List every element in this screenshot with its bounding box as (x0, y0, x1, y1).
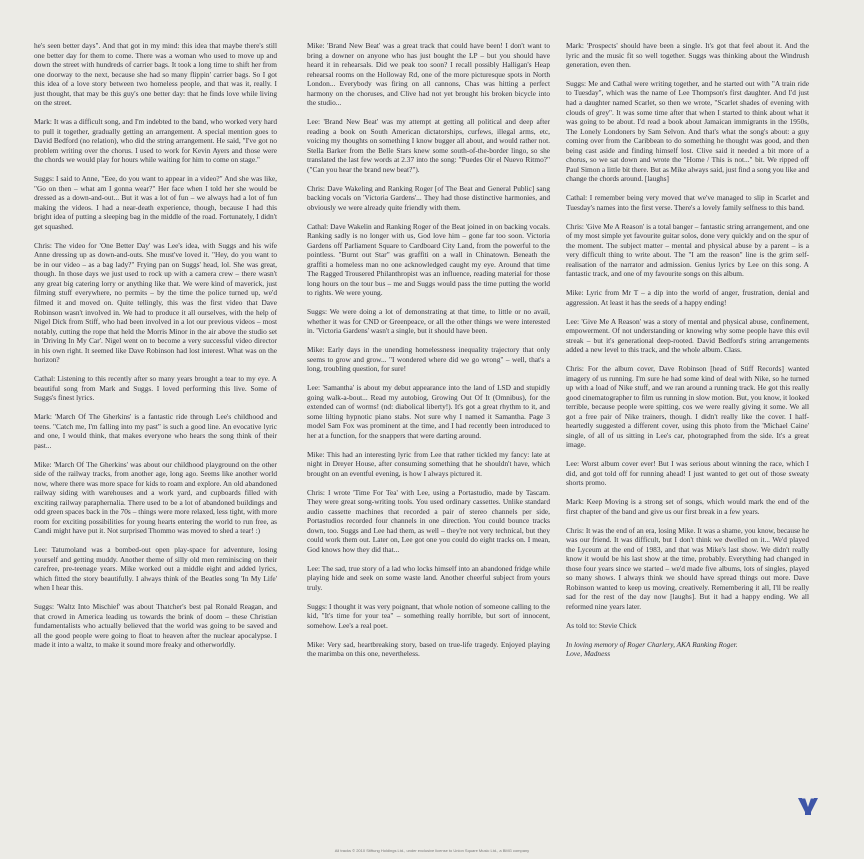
paragraph: Lee: The sad, true story of a lad who locks himself into an abandoned fridge while playing hide and seek on some waste land. Another cheerful subject from yours truly. (307, 563, 550, 592)
text-column-2 (307, 41, 550, 668)
paragraph: Lee: 'Give Me A Reason' was a story of mental and physical abuse, confinement, empowerment. Of not understanding or knowing why some people have this evil streak – but it's generational deep-rooted. David Bedford's string arrangements added a new level to this track, and the whole album. Class. (566, 316, 809, 355)
paragraph: Lee: 'Samantha' is about my debut appearance into the land of LSD and stupidly going walk-a-bout... Read my autobiog, Growing Out Of It (Omnibus), for the extended can of worms! (nd: diabolical liberty!). It's got a great rhythm to it, and some lilting hypnotic piano stabs. Not sure why I named it Samantha. Page 3 model Sam Fox was prominent at the time, and I had recently been introduced to her at a function, for the snappers that were darting around. (307, 383, 550, 440)
paragraph: Mike: Lyric from Mr T – a dip into the world of anger, frustration, denial and aggression. At least it has the seeds of a happy ending! (566, 288, 809, 307)
paragraph: Mike: Very sad, heartbreaking story, based on true-life tragedy. Enjoyed playing the marimba on this one, nevertheless. (307, 639, 550, 659)
text-column-1 (34, 41, 277, 659)
paragraph: Chris: 'Give Me A Reason' is a total banger – fantastic string arrangement, and one of my most simple yet favourite guitar solos, done very quickly and on the spur of the moment. The subject matter – mental and physical abuse by a parent – is a very difficult thing to write about. The "I am the reason" line is the grim self-realisation of the narrator and admission. Genius lyrics by Lee on this song. A fantastic track, and one of my favourite songs on this album. (566, 221, 809, 279)
paragraph: Chris: I wrote 'Time For Tea' with Lee, using a Portastudio, made by Tascam. They were great song-writing tools. You used ordinary cassettes. Unlike standard audio cassette machines that recorded a pair of stereo channels per side, Portastudios recorded four channels in one direction. You could bounce tracks down, too. Suggs and Lee had them, as well – they're not very technical, but they could work them out. Later on, Lee got one you could do eight tracks on. I mean, God knows how they did that... (307, 487, 550, 554)
paragraph: Lee: 'Brand New Beat' was my attempt at getting all political and deep after reading a book on South American dictatorships, curfews, illegal arms, etc, voicing my thoughts on something I know bugger all about, and would rather not. Stella Barker from the Belle Stars knew some south-of-the-border lingo, so she translated the last few words at 2.37 into the song: "Puedes Oir el Nuevo Ritmo?" ("Can you hear the brand new beat?"). (307, 117, 550, 174)
paragraph: Suggs: I said to Anne, "Eee, do you want to appear in a video?" And she was like, "Go on then – what am I gonna wear?" Her face when I told her she would be dressed as a down-and-out... But it was a lot of fun – we always had a lot of fun making the videos. I had a near-death experience, though, because I had this bright idea of putting a sleeping bag in the middle of the road. Fortunately, I didn't get squashed. (34, 174, 277, 231)
credit-line: As told to: Stevie Chick (566, 620, 637, 630)
paragraph: Cathal: Dave Wakelin and Ranking Roger of the Beat joined in on backing vocals. Ranking sadly is no longer with us, God love him – gone far too soon. Victoria Gardens off Parliament Square to Cardboard City Land, from the powerful to the pointless. "Burnt out Star" was graffiti on a wall in Chinatown. Beneath the graffiti a homeless man no one acknowledged caught my eye. Around that time The Ragged Trousered Philanthropist was an influence, reading material for those long hours on the tour bus – me and Suggs would pass the time putting the world to rights. We were young. (307, 221, 550, 298)
paragraph: Chris: It was the end of an era, losing Mike. It was a shame, you know, because he was our friend. It was difficult, but I don't think we dwelled on it... We'd played the Lyceum at the end of 1983, and that was Mike's last show. We didn't really know it would be his last show at the time, probably. Everything had changed in those four years since we started – we'd made five albums, lots of singles, played so many shows. I always think we should have spread things out more. Dave Robinson wanted to keep us moving, creatively. Remembering it all, I'll be really sad for the rest of the day now [laughs]. But it had a happy ending. We all reformed nine years later. (566, 525, 809, 612)
memorial-line: In loving memory of Roger Charlery, AKA Ranking Roger. (566, 639, 738, 649)
paragraph: Lee: Tatumoland was a bombed-out open play-space for adventure, losing yourself and getting muddy. Another theme of silly old men reminiscing on their carefree, pre-teenage years. Mike worked out a middle eight and added lyrics, which fitted the story beautifully. I always think of the Beatles song 'In My Life' when I hear this. (34, 545, 277, 593)
paragraph: Mike: 'Brand New Beat' was a great track that could have been! I don't want to bring a downer on anyone who has just bought the LP – but you should have heard it in rehearsals. Did we peak too soon? I recall possibly Halligan's Heap rehearsal rooms on the Holloway Rd, one of the more picturesque spots in North London... Everybody was firing on all cannons, Chas was hitting a perfect harmony on the choruses, and Clive had not yet brought his broken bicycle into the studio... (307, 41, 550, 108)
paragraph: Chris: For the album cover, Dave Robinson [head of Stiff Records] wanted imagery of us running. I'm sure he had some kind of deal with Nike, so he turned up with a load of Nike stuff, and we ran around a running track. He got this really good cinematographer to film us running in slow motion. But, you know, it looked terrible, because people were spitting, cos we were really giving it some. We all got a free pair of Nike trainers, though. I didn't really like the cover. I half-heartedly suggested a different cover, using this photo from the 'Michael Caine' single, of all of us sitting in Lee's car, photographed from the side. It's a great image. (566, 364, 809, 450)
signoff-line: Love, Madness (566, 649, 611, 659)
paragraph: Chris: Dave Wakeling and Ranking Roger [of The Beat and General Public] sang backing vocals on 'Victoria Gardens'... They had those distinctive harmonies, and obviously we were already quite friendly with them. (307, 183, 550, 212)
paragraph: Suggs: We were doing a lot of demonstrating at that time, to little or no avail, whether it was for CND or Greenpeace, or all the other things we were interested in. 'Victoria Gardens' wasn't a single, but it should have been. (307, 307, 550, 336)
copyright-footer: All tracks © 2010 Stiftung Holdings Ltd., under exclusive license to Union Square Music Ltd., a BMG company (334, 848, 530, 853)
v-logo-icon (797, 796, 819, 816)
paragraph: Cathal: Listening to this recently after so many years brought a tear to my eye. A beautiful song from Mark and Suggs. I loved performing this live. Some of Suggs's finest lyrics. (34, 374, 277, 403)
paragraph: Suggs: 'Waltz Into Mischief' was about Thatcher's best pal Ronald Reagan, and that crowd in America leading us towards the brink of doom – these Christian fundamentalists who actually believed that the world was going to be saved and all the good people were going to float to heaven after the nuclear apocalypse. I made it into a waltz, to make it sound more freaky and otherworldly. (34, 602, 277, 650)
text-column-3 (566, 41, 809, 659)
paragraph: Mike: This had an interesting lyric from Lee that rather tickled my fancy: late at night in Dreyer House, after consuming something that he shouldn't have, which brought on an eventful evening, is how I always pictured it. (307, 449, 550, 478)
paragraph: Suggs: I thought it was very poignant, that whole notion of someone calling to the kid, "It's time for your tea" – something really horrible, but sort of innocent, somehow. Lee's a real poet. (307, 601, 550, 630)
paragraph: he's seen better days". And that got in my mind: this idea that maybe there's still one better day for them to come. There was a woman who used to move up and down the street with hundreds of carrier bags. It took a long time to shift her from one doorway to the next, because she had so many flippin' carrier bags. So I got this idea of a love story between two homeless people, and that was it, really. I just thought, that may be this guy's one better day: that he finds love while living on the street. (34, 41, 277, 108)
paragraph: Mike: Early days in the unending homelessness inequality trajectory that only seems to grow and grow... "I wondered where did we go wrong" – well, that's a long, troubling question, for sure! (307, 345, 550, 374)
paragraph: Chris: The video for 'One Better Day' was Lee's idea, with Suggs and his wife Anne dressing up as down-and-outs. She must've loved it. "Hey, do you want to be in our video – as a bag lady?" Frying pan on Suggs' head, lol. She was great, though. In those days we just used to rock up with a camera crew – there wasn't any great big catering lorry or anything like that. We were kind of maverick, just filming stuff everywhere, no permits – by the time the police turned up, we'd filmed it and moved on. Quite tellingly, this was the first video that Dave Robinson wasn't involved in. We had to produce it all ourselves, with the help of Nigel Dick from Stiff, who had been involved in a lot our previous videos – most notably, cutting the rope that held the Morris Minor in the air above the studio set in 'Driving In My Car'. Nigel went on to become a very successful video director in his own right. It seemed like Dave Robinson had lost interest. What was on the horizon? (34, 240, 277, 365)
paragraph: Mark: 'March Of The Gherkins' is a fantastic ride through Lee's childhood and teens. "Catch me, I'm falling into my past" is such a good line. An evocative lyric and one, I would think, that makes everyone who hears the song think of their past... (34, 412, 277, 450)
paragraph: Mike: 'March Of The Gherkins' was about our childhood playground on the other side of the railway tracks, from another age, long ago. Seems like another world now, where there was more space for kids to roam and explore. An old abandoned railway siding with warehouses and a work yard, and cupboards filled with exciting railway paraphernalia. There used to be a lot of abandoned buildings and odd green spaces back in the 70s – things were more relaxed, less tight, with more room for exciting possibilities for young hearts entering the world to run free, as Candi might have put it. Not surprised Thommo was moved to shed a tear! :) (34, 459, 277, 536)
paragraph: Cathal: I remember being very moved that we've managed to slip in Scarlet and Tuesday's names into the first verse. There's a lovely family selfness to this band. (566, 193, 809, 212)
paragraph: Mark: It was a difficult song, and I'm indebted to the band, who worked very hard to pull it together, gradually getting an arrangement. A special mention goes to David Bedford (no relation), who did the string arrangement. He said, "I've got no problem writing over the chorus. I used to work for Kevin Ayers and those were the chords we would play for hours while waiting for him to come on stage." (34, 117, 277, 165)
paragraph: Mark: 'Prospects' should have been a single. It's got that feel about it. And the lyric and the music fit so well together. Suggs was thinking about the Windrush generation, even then. (566, 41, 809, 70)
paragraph: Suggs: Me and Cathal were writing together, and he started out with "A train ride to Tuesday", which was the name of Lee Thompson's first daughter. And I'd just had a daughter named Scarlet, so then we wrote, "Scarlet shades of evening with clouds of grey". It was some time after that when I started to think about what it was going to be about. I'd read a book about Jamaican immigrants in the 1950s, The Lonely Londoners by Sam Selvon. And that's what the song's about: a guy coming over from the Caribbean to do something he thought was good, and then being cast aside and finding himself lost. Clive said it needed a bit more of a chorus, so we sat down and wrote the "Home / This is not..." bit. We ripped off Paul Simon a little bit there. But as Mike always said, just find a song you like and change the chords around. [laughs] (566, 78, 809, 184)
paragraph: Lee: Worst album cover ever! But I was serious about winning the race, which I did, and got told off for running ahead! I just wanted to get out of those sweaty shorts promo. (566, 459, 809, 488)
paragraph: Mark: Keep Moving is a strong set of songs, which would mark the end of the first chapter of the band and give us our first break in a few years. (566, 497, 809, 516)
